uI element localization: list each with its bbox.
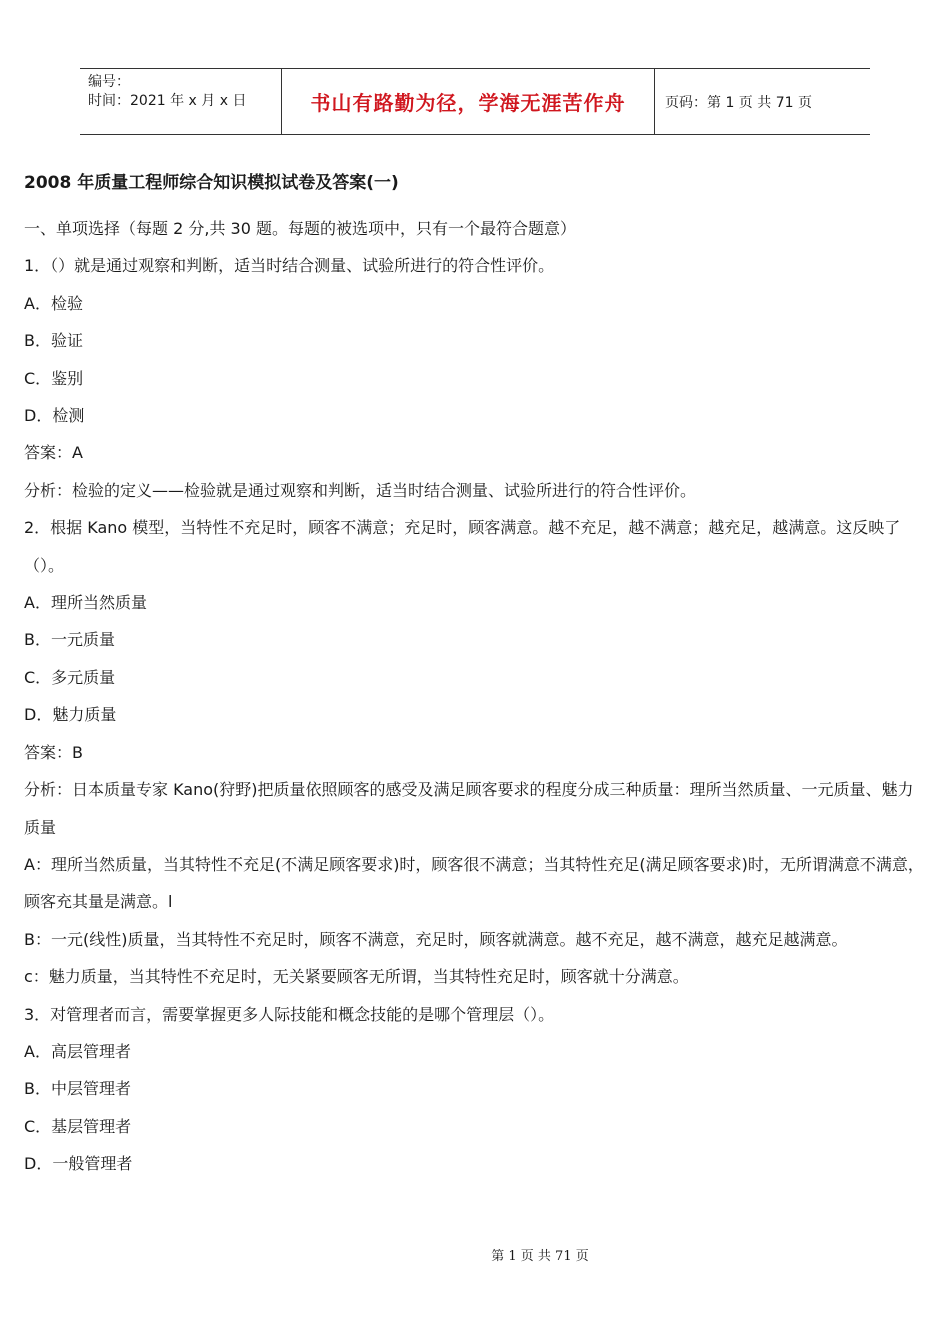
- question-2-option-c: C．多元质量: [24, 667, 116, 687]
- question-2-option-d: D．魅力质量: [24, 705, 117, 725]
- document-title: 2008 年质量工程师综合知识模拟试卷及答案(一): [24, 173, 399, 193]
- question-3-option-c: C．基层管理者: [24, 1116, 132, 1136]
- question-2-analysis: 分析：日本质量专家 Kano(狩野)把质量依照顾客的感受及满足顾客要求的程度分成三种质量：理所当然质量、一元质量、魅力质量: [24, 780, 914, 837]
- question-2-stem: 2．根据 Kano 模型，当特性不充足时，顾客不满意；充足时，顾客满意。越不充足，越不满意；越充足，越满意。这反映了（）。: [24, 518, 901, 575]
- question-1-stem: 1．（）就是通过观察和判断，适当时结合测量、试验所进行的符合性评价。: [24, 256, 555, 276]
- question-3-option-a: A．高层管理者: [24, 1041, 131, 1061]
- question-1-answer: 答案：A: [24, 443, 83, 463]
- question-1-option-a: A．检验: [24, 293, 83, 313]
- question-2-answer: 答案：B: [24, 742, 83, 762]
- question-2-note-a: A：理所当然质量，当其特性不充足(不满足顾客要求)时，顾客很不满意；当其特性充足(满足顾客要求)时，无所谓满意不满意，顾客充其量是满意。l: [24, 854, 924, 912]
- header-meta: [80, 69, 281, 134]
- page-footer: 第 1 页 共 71 页: [491, 1249, 589, 1264]
- document-header: [80, 68, 870, 135]
- header-motto-cell: [281, 69, 655, 134]
- question-2-option-a: A．理所当然质量: [24, 593, 147, 613]
- section-heading: 一、单项选择（每题 2 分,共 30 题。每题的被选项中，只有一个最符合题意）: [24, 219, 576, 238]
- question-3-option-b: B．中层管理者: [24, 1079, 131, 1099]
- motto-text: 书山有路勤为径，学海无涯苦作舟: [310, 91, 626, 115]
- question-3-stem: 3．对管理者而言，需要掌握更多人际技能和概念技能的是哪个管理层（）。: [24, 1004, 555, 1024]
- question-2-note-b: B：一元(线性)质量，当其特性不充足时，顾客不满意，充足时，顾客就满意。越不充足，越不满意，越充足越满意。: [24, 929, 848, 949]
- question-2-note-c: c：魅力质量，当其特性不充足时，无关紧要顾客无所谓，当其特性充足时，顾客就十分满意。: [24, 967, 689, 987]
- time-label: 时间：2021 年 x 月 x 日: [88, 93, 247, 109]
- question-2-option-b: B．一元质量: [24, 630, 115, 650]
- question-1-option-c: C．鉴别: [24, 368, 84, 388]
- question-1-option-d: D．检测: [24, 406, 85, 426]
- question-1-analysis: 分析：检验的定义——检验就是通过观察和判断，适当时结合测量、试验所进行的符合性评价。: [24, 480, 697, 500]
- number-label: 编号：: [88, 74, 130, 90]
- header-page-info: [655, 69, 870, 134]
- question-3-option-d: D．一般管理者: [24, 1154, 133, 1174]
- page-info-text: 页码：第 1 页 共 71 页: [665, 94, 812, 111]
- question-1-option-b: B．验证: [24, 331, 83, 351]
- document-body: [24, 210, 924, 1183]
